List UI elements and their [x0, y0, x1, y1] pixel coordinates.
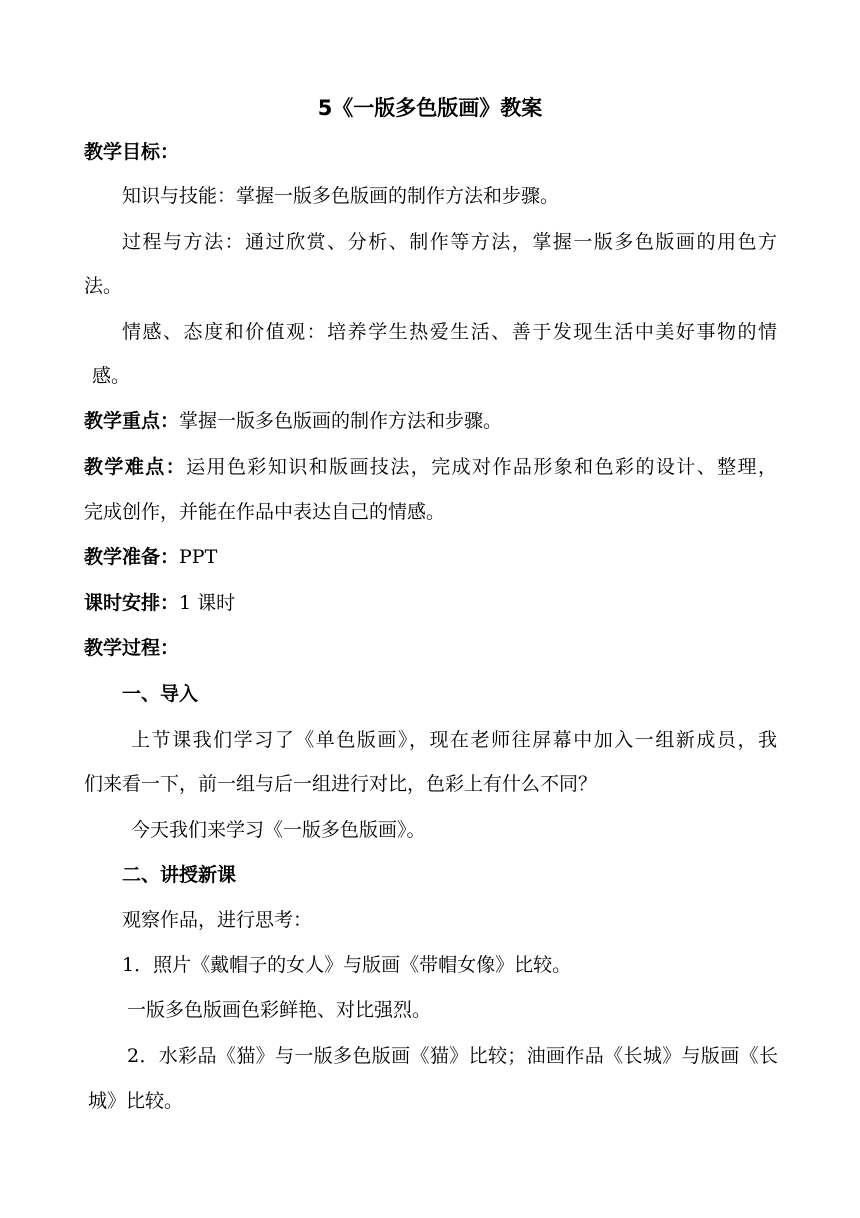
objective-emotion-line-2: 感。: [92, 365, 131, 387]
objective-emotion-line-1: 情感、态度和价值观：培养学生热爱生活、善于发现生活中美好事物的情: [122, 321, 777, 343]
objective-knowledge: 知识与技能：掌握一版多色版画的制作方法和步骤。: [122, 185, 560, 207]
section1-para1-line-1: 上节课我们学习了《单色版画》，现在老师往屏幕中加入一组新成员，我: [131, 729, 777, 751]
process-heading: 教学过程：: [84, 637, 180, 659]
section2-item-2-line-2: 城》比较。: [88, 1090, 184, 1112]
section2-item-1: 1．照片《戴帽子的女人》与版画《带帽女像》比较。: [122, 954, 572, 976]
difficulties-text-line-2: 完成创作，并能在作品中表达自己的情感。: [84, 501, 446, 523]
preparation-label: 教学准备：: [84, 546, 180, 568]
section1-para2: 今天我们来学习《一版多色版画》。: [131, 819, 426, 841]
difficulties-label: 教学难点：: [84, 456, 187, 478]
difficulties-row: [84, 455, 777, 479]
key-points-row: [84, 409, 502, 433]
section2-item-1-note: 一版多色版画色彩鲜艳、对比强烈。: [127, 999, 432, 1021]
difficulties-text-line-1: 运用色彩知识和版画技法，完成对作品形象和色彩的设计、整理，: [186, 456, 777, 478]
preparation-row: [84, 545, 217, 569]
section1-heading: 一、导入: [122, 683, 199, 705]
objectives-heading: 教学目标：: [84, 141, 180, 163]
schedule-label: 课时安排：: [84, 592, 180, 614]
schedule-row: [84, 591, 235, 615]
section2-item-2-line-1: 2．水彩品《猫》与一版多色版画《猫》比较；油画作品《长城》与版画《长: [127, 1045, 778, 1067]
objective-process-line-2: 法。: [84, 275, 123, 297]
preparation-text: PPT: [179, 546, 218, 568]
section1-para1-line-2: 们来看一下，前一组与后一组进行对比，色彩上有什么不同？: [84, 773, 598, 795]
schedule-text: 1 课时: [179, 592, 236, 614]
section2-intro: 观察作品，进行思考：: [122, 909, 313, 931]
document-title: 5《一版多色版画》教案: [317, 96, 543, 120]
key-points-label: 教学重点：: [84, 410, 180, 432]
objective-process-line-1: 过程与方法：通过欣赏、分析、制作等方法，掌握一版多色版画的用色方: [122, 231, 777, 253]
key-points-text: 掌握一版多色版画的制作方法和步骤。: [179, 410, 503, 432]
section2-heading: 二、讲授新课: [122, 864, 237, 886]
